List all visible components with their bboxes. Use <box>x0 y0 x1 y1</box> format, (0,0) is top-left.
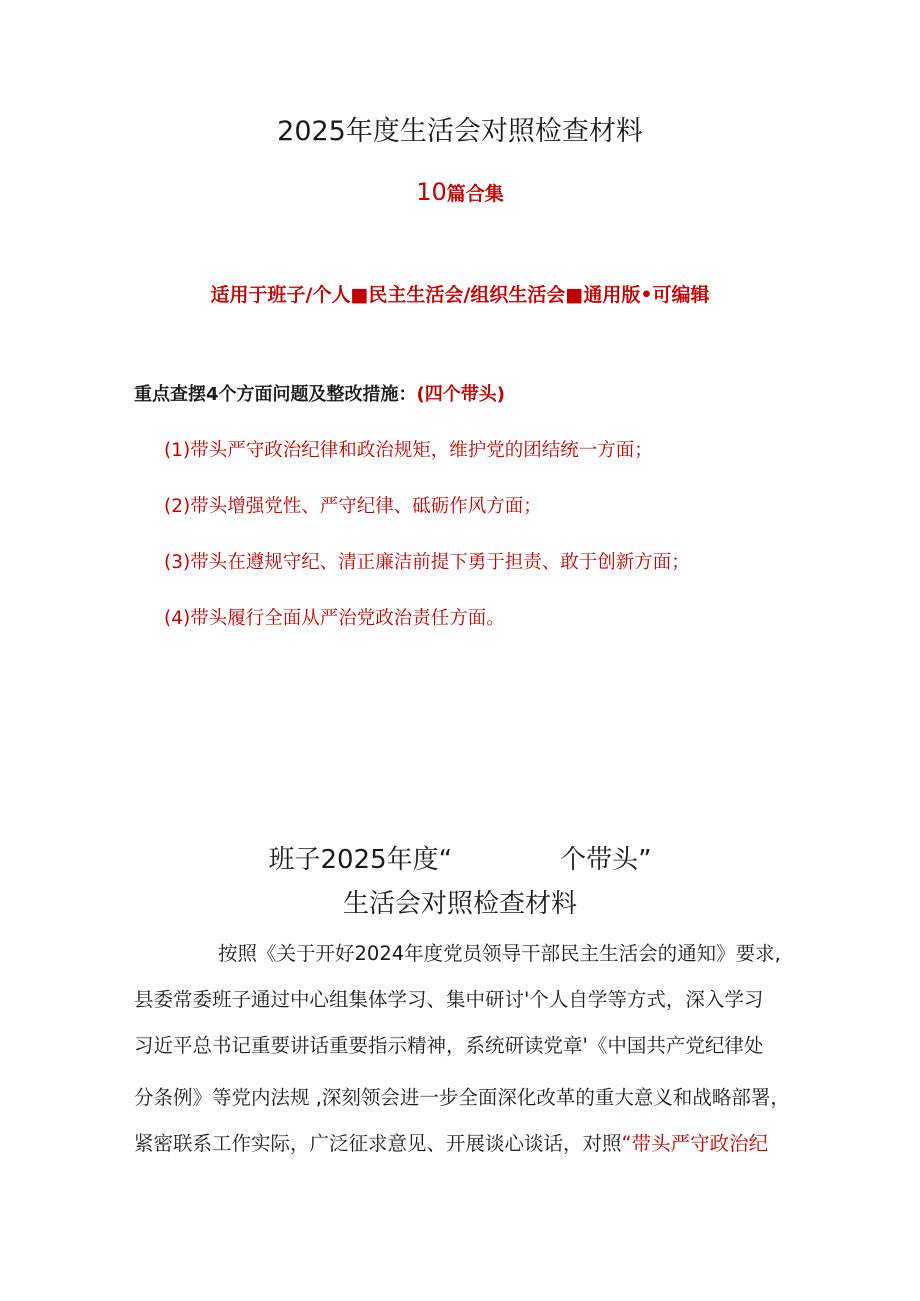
collection-label <box>0 174 920 212</box>
article-title-line-1 <box>0 840 920 880</box>
body-line-1: 按照《关于开好2024年度党员领导干部民主生活会的通知》要求, <box>218 942 781 965</box>
body-line-4: 分条例》等党内法规 ,深刻领会进一步全面深化改革的重大意义和战略部署， <box>134 1086 790 1109</box>
focus-item-2: (2)带头增强党性、严守纪律、砥砺作风方面； <box>164 496 542 517</box>
focus-item-1: (1)带头严守政治纪律和政治规矩，维护党的团结统一方面； <box>164 440 653 461</box>
body-line-3: 习近平总书记重要讲话重要指示精神，系统研读党章'《中国共产党纪律处 <box>134 1034 764 1057</box>
body-line-5 <box>134 1128 794 1160</box>
focus-heading-lead: 重点查摆4个方面问题及整改措施： <box>134 384 417 405</box>
focus-heading-tag: (四个带头) <box>416 384 505 405</box>
body-line-5-text: 紧密联系工作实际，广泛征求意见、开展谈心谈话，对照 <box>134 1132 622 1155</box>
applicable-scope: 适用于班子/个人■民主生活会/组织生活会■通用版•可编辑 <box>210 284 710 306</box>
cover-title: 2025年度生活会对照检查材料 <box>277 116 643 147</box>
collection-suffix: 篇合集 <box>446 183 504 205</box>
body-line-2: 县委常委班子通过中心组集体学习、集中研讨'个人自学等方式，深入学习 <box>134 988 764 1011</box>
body-line-5-quote: “带头严守政治纪 <box>621 1132 769 1155</box>
focus-item-3: (3)带头在遵规守纪、清正廉洁前提下勇于担责、敢于创新方面； <box>164 552 690 573</box>
article-title-left: 班子2025年度“ <box>268 845 453 875</box>
focus-item-4: (4)带头履行全面从严治党政治责任方面。 <box>164 608 505 629</box>
article-title-line-2: 生活会对照检查材料 <box>342 889 577 919</box>
focus-heading <box>134 380 505 410</box>
article-title-right: 个带头” <box>560 845 652 875</box>
collection-number: 10 <box>416 178 447 206</box>
